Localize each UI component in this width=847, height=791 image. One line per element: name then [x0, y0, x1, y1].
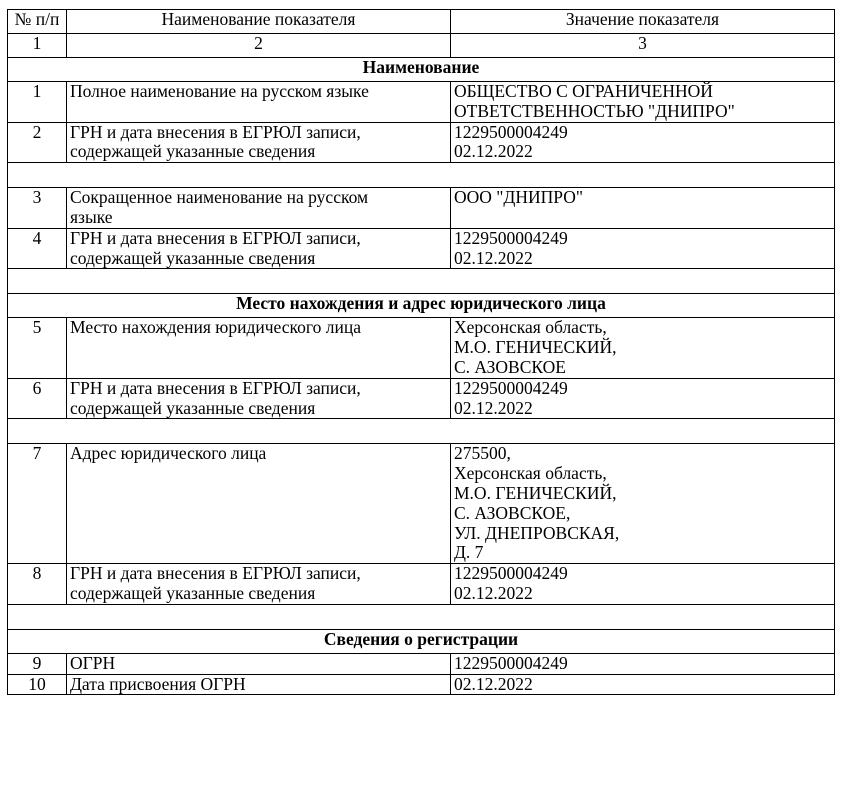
separator-row [8, 419, 835, 444]
row-number: 7 [8, 444, 67, 564]
column-index-3: 3 [451, 34, 835, 58]
table-row [8, 378, 835, 419]
indicator-name: Сокращенное наименование на русском языке [67, 188, 451, 229]
table-row [8, 564, 835, 605]
row-number: 9 [8, 653, 67, 674]
table-row [8, 318, 835, 378]
section-title: Наименование [8, 58, 835, 82]
row-number: 1 [8, 82, 67, 123]
indicator-name: Место нахождения юридического лица [67, 318, 451, 378]
separator-row [8, 163, 835, 188]
indicator-name: Дата присвоения ОГРН [67, 674, 451, 695]
section-title: Сведения о регистрации [8, 629, 835, 653]
row-number: 10 [8, 674, 67, 695]
indicator-value: 1229500004249 02.12.2022 [451, 564, 835, 605]
section-row [8, 629, 835, 653]
row-number: 6 [8, 378, 67, 419]
separator-cell [8, 269, 835, 294]
indicator-name: Адрес юридического лица [67, 444, 451, 564]
indicator-value: 1229500004249 [451, 653, 835, 674]
header-col-name: Наименование показателя [67, 10, 451, 34]
extract-table [7, 9, 835, 695]
row-number: 5 [8, 318, 67, 378]
header-row [8, 10, 835, 34]
indicator-name: Полное наименование на русском языке [67, 82, 451, 123]
table-row [8, 82, 835, 123]
indicator-value: 1229500004249 02.12.2022 [451, 122, 835, 163]
table-row [8, 444, 835, 564]
row-number: 8 [8, 564, 67, 605]
indicator-value: 1229500004249 02.12.2022 [451, 228, 835, 269]
table-row [8, 122, 835, 163]
separator-row [8, 604, 835, 629]
column-index-2: 2 [67, 34, 451, 58]
section-row [8, 294, 835, 318]
indicator-name: ОГРН [67, 653, 451, 674]
indicator-value: 1229500004249 02.12.2022 [451, 378, 835, 419]
indicator-name: ГРН и дата внесения в ЕГРЮЛ записи, содержащей указанные сведения [67, 228, 451, 269]
header-col-value: Значение показателя [451, 10, 835, 34]
column-index-1: 1 [8, 34, 67, 58]
table-row [8, 188, 835, 229]
indicator-value: ООО "ДНИПРО" [451, 188, 835, 229]
table-row [8, 674, 835, 695]
indicator-value: 275500, Херсонская область, М.О. ГЕНИЧЕСКИЙ, С. АЗОВСКОЕ, УЛ. ДНЕПРОВСКАЯ, Д. 7 [451, 444, 835, 564]
indicator-value: ОБЩЕСТВО С ОГРАНИЧЕННОЙ ОТВЕТСТВЕННОСТЬЮ "ДНИПРО" [451, 82, 835, 123]
row-number: 2 [8, 122, 67, 163]
table-row [8, 653, 835, 674]
header-col-num: № п/п [8, 10, 67, 34]
separator-cell [8, 419, 835, 444]
indicator-name: ГРН и дата внесения в ЕГРЮЛ записи, содержащей указанные сведения [67, 564, 451, 605]
separator-cell [8, 604, 835, 629]
indicator-name: ГРН и дата внесения в ЕГРЮЛ записи, содержащей указанные сведения [67, 122, 451, 163]
extract-table-body [8, 10, 835, 695]
section-title: Место нахождения и адрес юридического лица [8, 294, 835, 318]
row-number: 4 [8, 228, 67, 269]
column-index-row [8, 34, 835, 58]
indicator-name: ГРН и дата внесения в ЕГРЮЛ записи, содержащей указанные сведения [67, 378, 451, 419]
row-number: 3 [8, 188, 67, 229]
separator-row [8, 269, 835, 294]
indicator-value: 02.12.2022 [451, 674, 835, 695]
separator-cell [8, 163, 835, 188]
indicator-value: Херсонская область, М.О. ГЕНИЧЕСКИЙ, С. АЗОВСКОЕ [451, 318, 835, 378]
table-row [8, 228, 835, 269]
section-row [8, 58, 835, 82]
